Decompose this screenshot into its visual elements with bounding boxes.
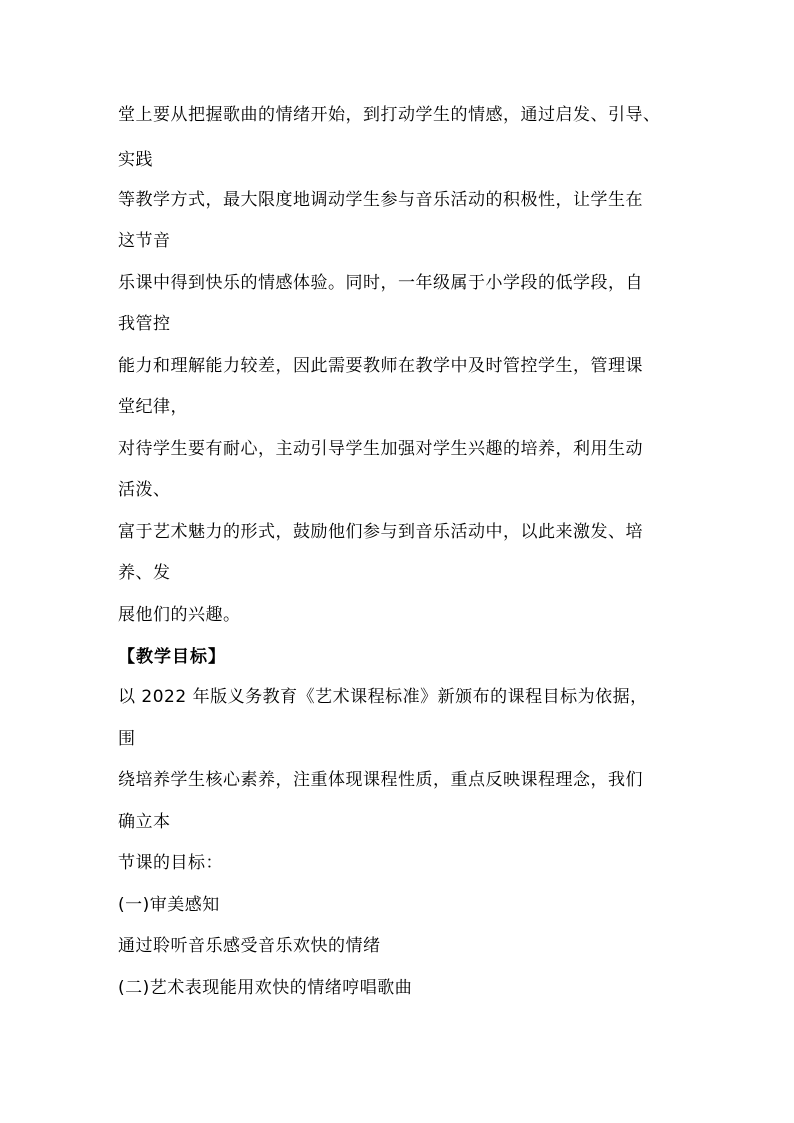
paragraph-line: 我管控 <box>118 314 171 334</box>
paragraph-line: 以 2022 年版义务教育《艺术课程标准》新颁布的课程目标为依据， <box>118 687 648 707</box>
paragraph-line: 通过聆听音乐感受音乐欢快的情绪 <box>118 936 381 956</box>
subsection-label: (一)审美感知 <box>118 895 220 915</box>
paragraph-line: 实践 <box>118 150 153 170</box>
paragraph-line: 堂上要从把握歌曲的情绪开始，到打动学生的情感，通过启发、引导、 <box>118 105 661 125</box>
paragraph-line: 养、发 <box>118 563 171 583</box>
paragraph-line: 能力和理解能力较差，因此需要教师在教学中及时管控学生，管理课 <box>118 356 643 376</box>
paragraph-line: 乐课中得到快乐的情感体验。同时，一年级属于小学段的低学段，自 <box>118 273 643 293</box>
paragraph-line: 等教学方式，最大限度地调动学生参与音乐活动的积极性，让学生在 <box>118 190 643 210</box>
paragraph-line: 展他们的兴趣。 <box>118 605 241 625</box>
paragraph-line: 节课的目标： <box>118 853 223 873</box>
paragraph-line: 活泼、 <box>118 480 171 500</box>
paragraph-line: 确立本 <box>118 812 171 832</box>
paragraph-line: 堂纪律， <box>118 397 188 417</box>
paragraph-line: 围 <box>118 729 136 749</box>
paragraph-line: 富于艺术魅力的形式，鼓励他们参与到音乐活动中，以此来激发、培 <box>118 522 643 542</box>
paragraph-line: 这节音 <box>118 231 171 251</box>
section-heading: 【教学目标】 <box>118 647 226 667</box>
paragraph-line: 绕培养学生核心素养，注重体现课程性质，重点反映课程理念，我们 <box>118 770 643 790</box>
subsection-label: (二)艺术表现能用欢快的情绪哼唱歌曲 <box>118 978 413 998</box>
paragraph-line: 对待学生要有耐心，主动引导学生加强对学生兴趣的培养，利用生动 <box>118 439 643 459</box>
